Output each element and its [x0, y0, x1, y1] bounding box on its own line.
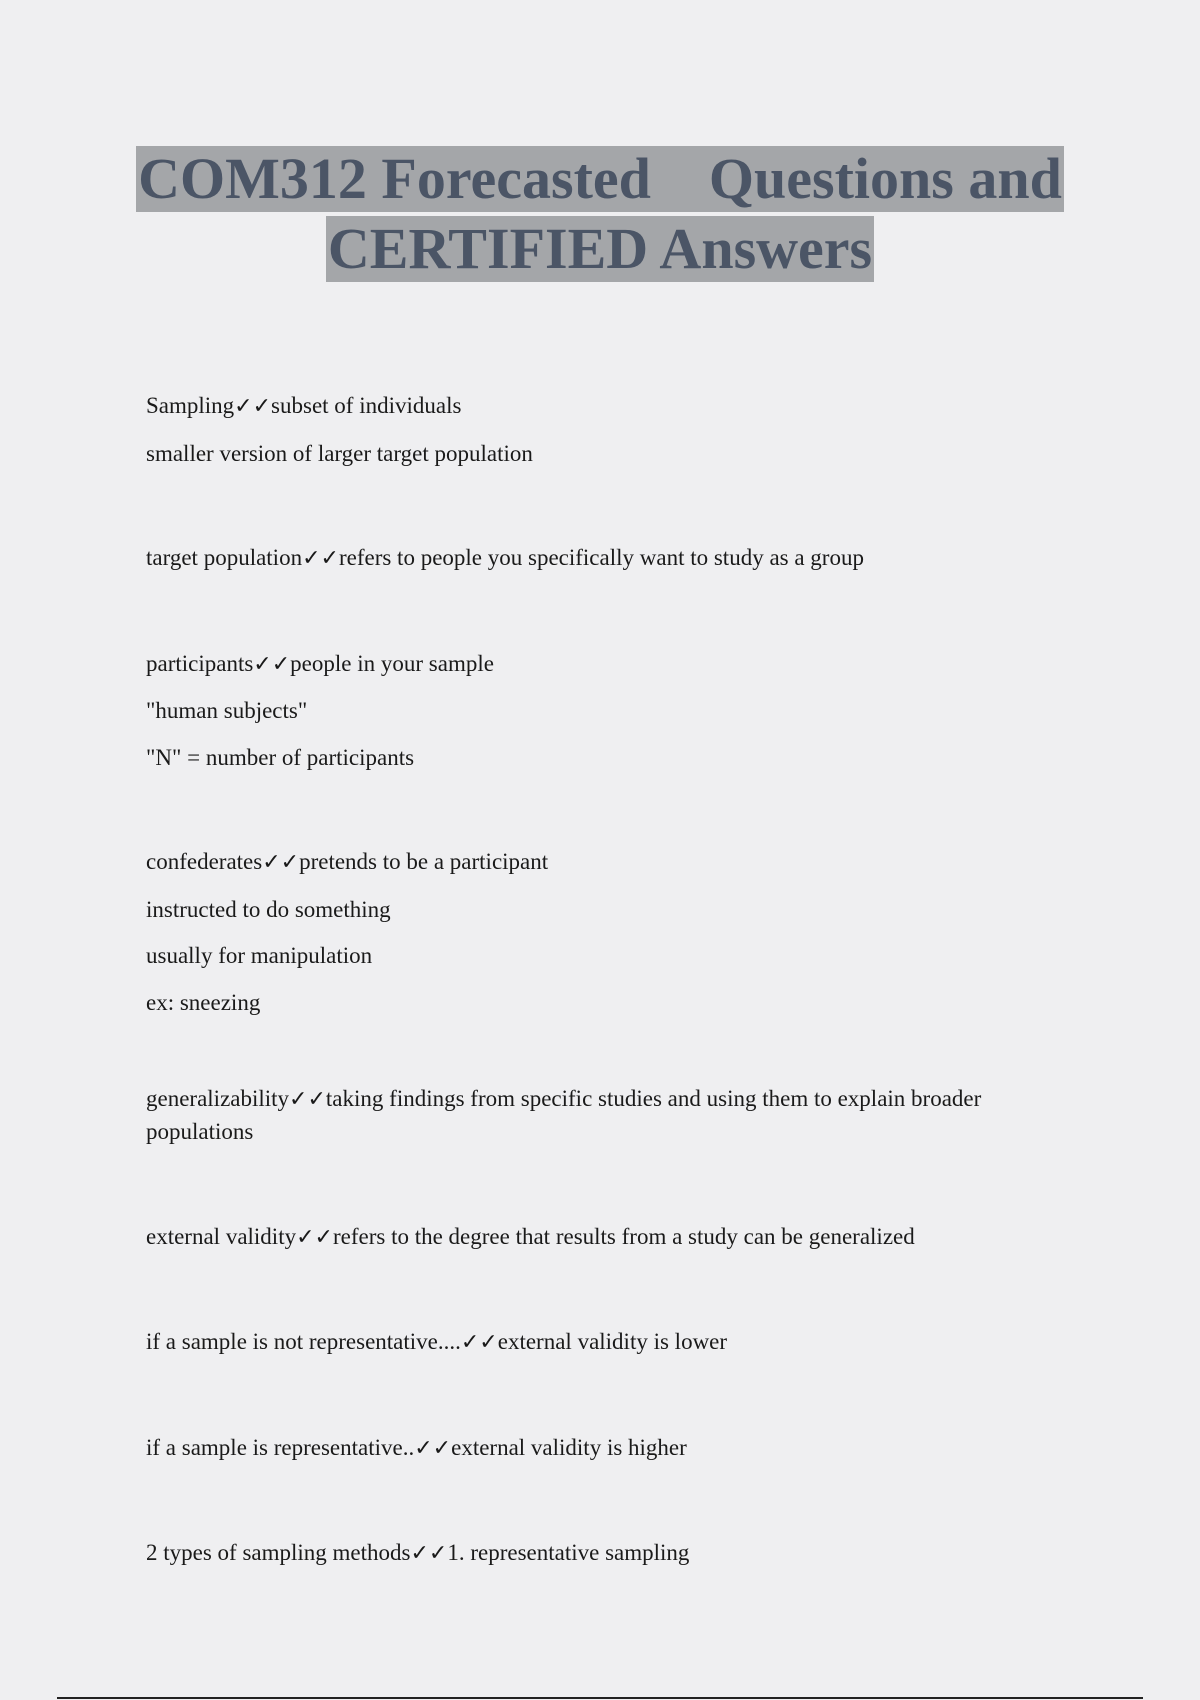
entry-main-line	[146, 1083, 1046, 1148]
entry-extra-line: instructed to do something	[146, 896, 391, 922]
title-line-1: COM312 Forecasted Questions and	[138, 146, 1062, 211]
flashcard-list	[146, 390, 1046, 1585]
entry-main-line	[146, 648, 1046, 681]
entry-definition: pretends to be a participant	[299, 849, 549, 874]
entry-definition: refers to the degree that results from a study can be generalized	[332, 1223, 915, 1249]
entry-main-line	[146, 1326, 1046, 1359]
entry-term: target population	[146, 545, 303, 570]
entry-main-line	[146, 542, 1046, 575]
entry-term: confederates	[146, 849, 263, 874]
check-mark-icon: ✓✓	[234, 394, 272, 419]
entry-extra-line: smaller version of larger target population	[146, 440, 533, 466]
entry-definition: external validity is lower	[497, 1329, 728, 1354]
entry-definition: subset of individuals	[271, 393, 462, 418]
check-mark-icon: ✓✓	[296, 1224, 333, 1250]
entry-definition: people in your sample	[290, 650, 494, 676]
flashcard-entry-sampling-methods	[146, 1537, 1046, 1570]
entry-main-line	[146, 1537, 1046, 1570]
entry-main-line	[146, 1432, 1046, 1465]
flashcard-entry-generalizability	[146, 1083, 1046, 1148]
flashcard-entry-confederates	[146, 846, 1046, 1019]
entry-term: participants	[146, 650, 254, 676]
entry-extra-line: "human subjects"	[146, 698, 308, 723]
page-bottom-divider	[57, 1697, 1143, 1699]
flashcard-entry-sampling	[146, 390, 1046, 470]
entry-term: if a sample is representative..	[146, 1434, 415, 1460]
check-mark-icon: ✓✓	[410, 1541, 448, 1566]
entry-term: if a sample is not representative....	[146, 1329, 461, 1354]
entry-extra-line: "N" = number of participants	[146, 744, 415, 770]
check-mark-icon: ✓✓	[414, 1435, 452, 1461]
check-mark-icon: ✓✓	[302, 546, 339, 571]
flashcard-entry-representative	[146, 1432, 1046, 1465]
check-mark-icon: ✓✓	[460, 1330, 498, 1355]
entry-term: generalizability	[146, 1086, 290, 1111]
title-line-2: CERTIFIED Answers	[327, 216, 873, 281]
entry-term: 2 types of sampling methods	[146, 1540, 411, 1565]
flashcard-entry-external-validity	[146, 1221, 1046, 1254]
check-mark-icon: ✓✓	[289, 1087, 326, 1112]
entry-definition: external validity is higher	[451, 1434, 687, 1460]
entry-definition: 1. representative sampling	[447, 1540, 690, 1565]
entry-term: external validity	[146, 1223, 297, 1249]
entry-definition: refers to people you specifically want to study as a group	[338, 545, 864, 570]
entry-main-line	[146, 1221, 1046, 1254]
flashcard-entry-participants	[146, 648, 1046, 774]
entry-term: Sampling	[146, 393, 235, 418]
entry-extra-line: ex: sneezing	[146, 989, 261, 1015]
entry-extra-line: usually for manipulation	[146, 943, 373, 968]
check-mark-icon: ✓✓	[253, 651, 291, 677]
entry-main-line	[146, 390, 1046, 423]
document-title	[0, 146, 1200, 286]
entry-definition: taking findings from specific studies and using them to explain broader populations	[146, 1086, 982, 1144]
check-mark-icon: ✓✓	[262, 850, 300, 875]
entry-main-line	[146, 846, 1046, 879]
flashcard-entry-target-population	[146, 542, 1046, 575]
flashcard-entry-not-representative	[146, 1326, 1046, 1359]
